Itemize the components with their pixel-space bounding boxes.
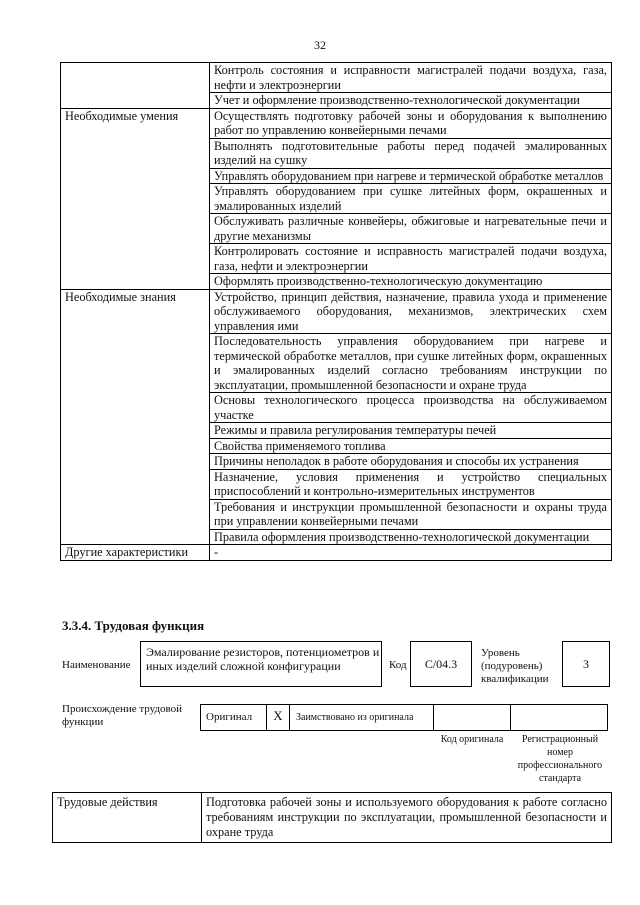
page-number: 32 <box>314 38 326 52</box>
code-value: C/04.3 <box>424 657 458 671</box>
original-mark: X <box>273 708 283 723</box>
row-item: Обслуживать различные конвейеры, обжиговые и нагревательные печи и другие механизмы <box>210 214 612 244</box>
row-label: Необходимые знания <box>61 289 210 545</box>
labor-actions-row <box>53 793 612 843</box>
row-item: Причины неполадок в работе оборудования и способы их устранения <box>210 454 612 470</box>
row-item: Назначение, условия применения и устройство специальных приспособлений и контрольно-измерительных инструментов <box>210 469 612 499</box>
name-label: Наименование <box>62 659 131 671</box>
code-original-caption: Код оригинала <box>440 734 504 745</box>
level-label: Уровень (подуровень) квалификации <box>481 647 549 685</box>
reg-number-caption: Регистрационный номер профессионального стандарта <box>517 734 603 784</box>
labor-actions-label: Трудовые действия <box>53 793 202 843</box>
section-title: 3.3.4. Трудовая функция <box>62 618 205 633</box>
code-label: Код <box>389 659 407 671</box>
table-row <box>61 289 612 334</box>
function-name-value: Эмалирование резисторов, потенциометров и иных изделий сложной конфигурации <box>146 645 380 673</box>
row-item: Управлять оборудованием при нагреве и термической обработке металлов <box>210 168 612 184</box>
row-item: - <box>210 545 612 561</box>
row-item: Режимы и правила регулирования температуры печей <box>210 423 612 439</box>
row-item: Устройство, принцип действия, назначение, правила ухода и применение обслуживаемого оборудования, механизмов, электрических схем управления ими <box>210 289 612 334</box>
borrowed-label: Заимствовано из оригинала <box>296 712 414 723</box>
row-item: Выполнять подготовительные работы перед подачей эмалированных изделий на сушку <box>210 138 612 168</box>
labor-actions-value: Подготовка рабочей зоны и используемого оборудования к работе согласно требованиям инструкции по эксплуатации, промышленной безопасности и охране труда <box>202 793 612 843</box>
row-item: Требования и инструкции промышленной безопасности и охраны труда при управлении конвейерными печами <box>210 499 612 529</box>
row-item: Основы технологического процесса производства на обслуживаемом участке <box>210 393 612 423</box>
table-row <box>61 108 612 138</box>
level-value: 3 <box>583 657 589 671</box>
table-row <box>61 63 612 93</box>
table-row <box>61 545 612 561</box>
row-item: Управлять оборудованием при сушке литейных форм, окрашенных и эмалированных изделий <box>210 184 612 214</box>
labor-actions-table <box>52 792 612 843</box>
row-item: Оформлять производственно-технологическую документацию <box>210 274 612 290</box>
row-item: Свойства применяемого топлива <box>210 438 612 454</box>
row-item: Контроль состояния и исправности магистралей подачи воздуха, газа, нефти и электроэнергии <box>210 63 612 93</box>
row-item: Осуществлять подготовку рабочей зоны и оборудования к выполнению работ по управлению конвейерными печами <box>210 108 612 138</box>
origin-divider-2 <box>433 704 511 731</box>
row-item: Последовательность управления оборудованием при нагреве и термической обработке металлов, при сушке литейных форм, окрашенных и эмалированных изделий согласно требованиям инструкции по эксплуатации, промышленной безопасности и охране труда <box>210 334 612 393</box>
row-label: Необходимые умения <box>61 108 210 289</box>
row-item: Учет и оформление производственно-технологической документации <box>210 93 612 109</box>
row-item: Правила оформления производственно-технологической документации <box>210 529 612 545</box>
row-label: Другие характеристики <box>61 545 210 561</box>
row-label <box>61 63 210 109</box>
origin-label: Происхождение трудовой функции <box>62 703 183 728</box>
row-item: Контролировать состояние и исправность магистралей подачи воздуха, газа, нефти и электроэнергии <box>210 244 612 274</box>
original-label: Оригинал <box>206 711 253 723</box>
competency-table <box>60 62 612 561</box>
